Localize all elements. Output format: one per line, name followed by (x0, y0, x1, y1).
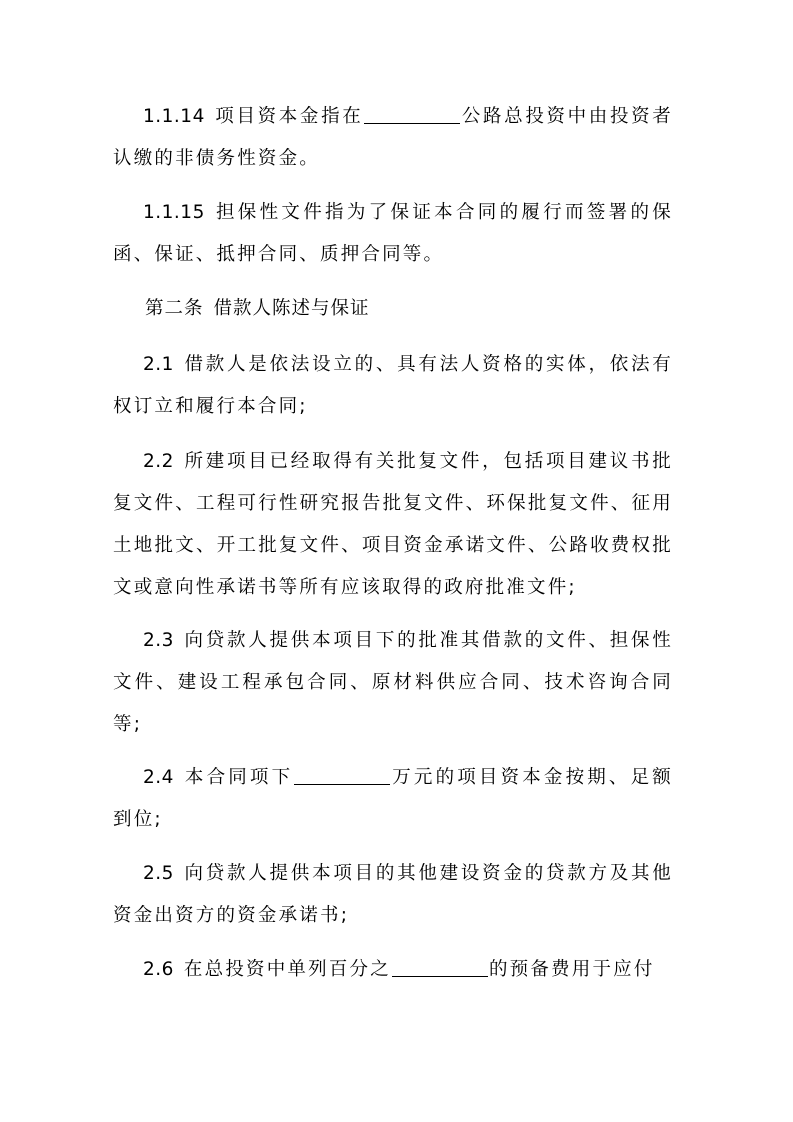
clause-1-1-14 (113, 96, 673, 180)
clause-2-2 (113, 441, 673, 609)
clause-2-3 (113, 620, 673, 746)
article-heading (145, 288, 370, 330)
clause-2-5 (113, 853, 673, 937)
clause-text: 所建项目已经取得有关批复文件，包括项目建议书批复文件、工程可行性研究报告批复文件、环保批复文件、征用土地批文、开工批复文件、项目资金承诺文件、公路收费权批文或意向性承诺书等所有应该取得的政府批准文件; (113, 451, 673, 598)
clause-number: 2.5 (143, 863, 174, 884)
fill-in-blank (294, 764, 390, 785)
clause-text: 借款人是依法设立的、具有法人资格的实体，依法有权订立和履行本合同; (113, 354, 673, 417)
clause-2-6 (113, 949, 673, 991)
article-number: 第二条 (145, 298, 204, 319)
fill-in-blank (364, 103, 460, 124)
clause-2-4 (113, 757, 673, 841)
clause-number: 2.1 (143, 354, 174, 375)
clause-text: 公路总投资中由投资者认缴的非债务性资金。 (113, 106, 673, 169)
clause-number: 1.1.14 (143, 106, 205, 127)
clause-2-1 (113, 344, 673, 428)
clause-number: 2.3 (143, 630, 174, 651)
clause-text: 向贷款人提供本项目下的批准其借款的文件、担保性文件、建设工程承包合同、原材料供应合同、技术咨询合同等; (113, 630, 673, 735)
fill-in-blank (392, 956, 488, 977)
clause-text: 万元的项目资本金按期、足额到位; (113, 767, 673, 830)
clause-text: 的预备费用于应付 (488, 959, 655, 980)
clause-text: 项目资本金指在 (214, 106, 364, 127)
clause-text: 在总投资中单列百分之 (183, 959, 391, 980)
clause-1-1-15 (113, 192, 673, 276)
clause-number: 1.1.15 (143, 202, 205, 223)
clause-text: 本合同项下 (183, 767, 294, 788)
clause-number: 2.2 (143, 451, 174, 472)
article-title: 借款人陈述与保证 (213, 298, 370, 319)
clause-text: 向贷款人提供本项目的其他建设资金的贷款方及其他资金出资方的资金承诺书; (113, 863, 673, 926)
clause-number: 2.4 (143, 767, 174, 788)
clause-number: 2.6 (143, 959, 174, 980)
clause-text: 担保性文件指为了保证本合同的履行而签署的保函、保证、抵押合同、质押合同等。 (113, 202, 673, 265)
